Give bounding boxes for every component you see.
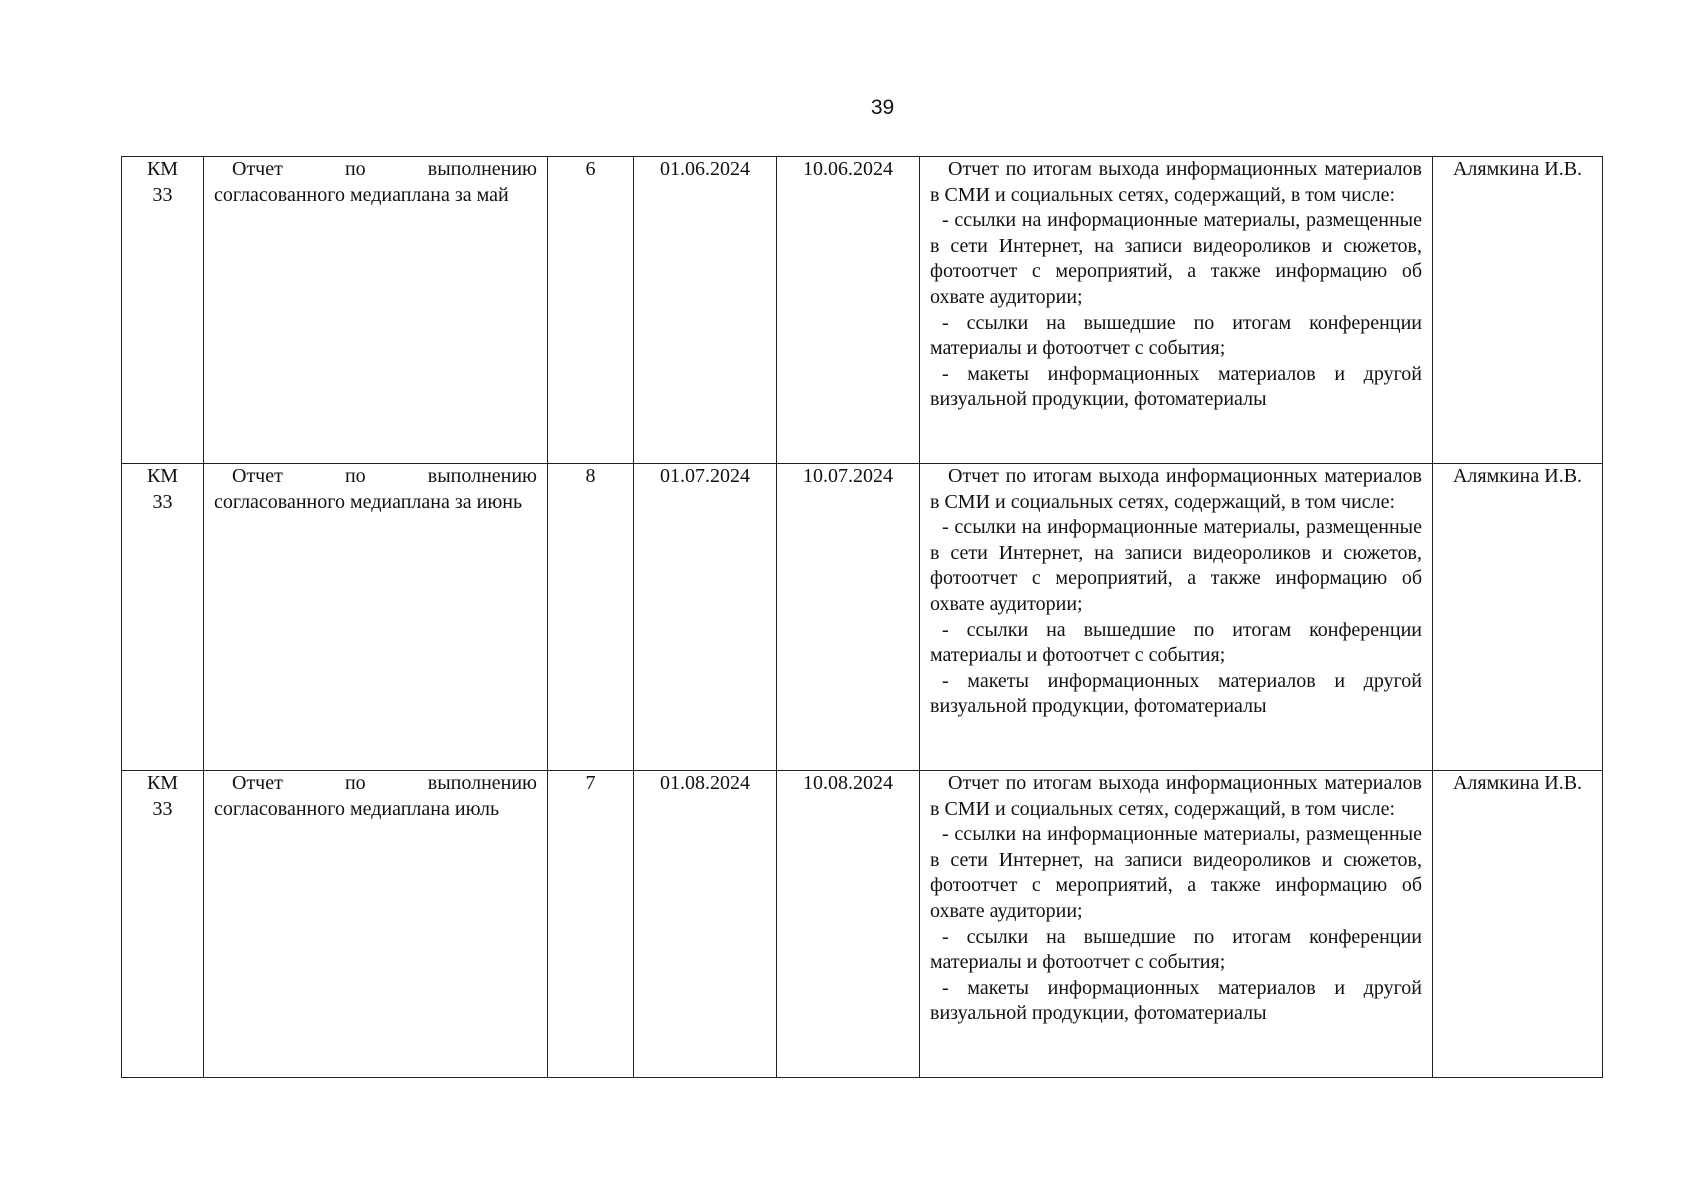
result-cell: Отчет по итогам выхода информационных материалов в СМИ и социальных сетях, содержащий, в том числе: - ссылки на информационные материалы, размещенные в сети Интернет, на записи видеороликов и сюжетов, фотоотчет с мероприятий, а также информацию об охвате аудитории; - ссылки на вышедшие по итогам конференции материалы и фотоотчет с события; - макеты информационных материалов и другой визуальной продукции, фотоматериалы [920, 771, 1433, 1078]
table-row [122, 771, 1603, 1078]
table-row [122, 157, 1603, 464]
name-cell: Отчет по выполнению согласованного медиаплана июль [204, 771, 548, 1078]
result-cell: Отчет по итогам выхода информационных материалов в СМИ и социальных сетях, содержащий, в том числе: - ссылки на информационные материалы, размещенные в сети Интернет, на записи видеороликов и сюжетов, фотоотчет с мероприятий, а также информацию об охвате аудитории; - ссылки на вышедшие по итогам конференции материалы и фотоотчет с события; - макеты информационных материалов и другой визуальной продукции, фотоматериалы [920, 157, 1433, 464]
end-date-cell: 10.08.2024 [777, 771, 920, 1078]
start-date-cell: 01.06.2024 [634, 157, 777, 464]
code-cell: КМ 33 [122, 157, 204, 464]
responsible-cell: Алямкина И.В. [1433, 157, 1603, 464]
end-date-cell: 10.07.2024 [777, 464, 920, 771]
responsible-cell: Алямкина И.В. [1433, 464, 1603, 771]
number-cell: 8 [548, 464, 634, 771]
result-cell: Отчет по итогам выхода информационных материалов в СМИ и социальных сетях, содержащий, в том числе: - ссылки на информационные материалы, размещенные в сети Интернет, на записи видеороликов и сюжетов, фотоотчет с мероприятий, а также информацию об охвате аудитории; - ссылки на вышедшие по итогам конференции материалы и фотоотчет с события; - макеты информационных материалов и другой визуальной продукции, фотоматериалы [920, 464, 1433, 771]
code-cell: КМ 33 [122, 464, 204, 771]
name-cell: Отчет по выполнению согласованного медиаплана за май [204, 157, 548, 464]
control-points-table [121, 156, 1603, 1078]
number-cell: 6 [548, 157, 634, 464]
start-date-cell: 01.08.2024 [634, 771, 777, 1078]
end-date-cell: 10.06.2024 [777, 157, 920, 464]
number-cell: 7 [548, 771, 634, 1078]
start-date-cell: 01.07.2024 [634, 464, 777, 771]
name-cell: Отчет по выполнению согласованного медиаплана за июнь [204, 464, 548, 771]
code-cell: КМ 33 [122, 771, 204, 1078]
page-number: 39 [870, 96, 895, 119]
responsible-cell: Алямкина И.В. [1433, 771, 1603, 1078]
table-row [122, 464, 1603, 771]
